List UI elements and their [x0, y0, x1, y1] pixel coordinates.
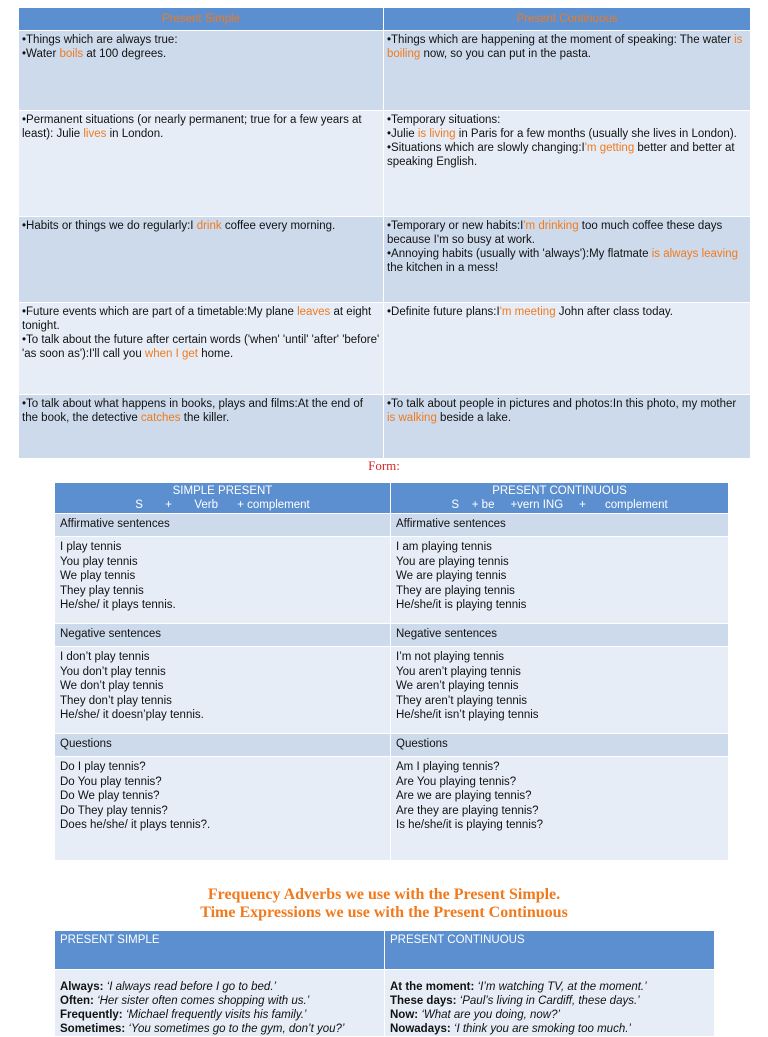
example-sentence: You are playing tennis [396, 555, 509, 568]
highlighted-verb: catches [140, 412, 181, 424]
adverb-entry [60, 1022, 379, 1036]
form-examples [55, 647, 391, 734]
usage-cell [384, 31, 751, 111]
usage-text: in London. [106, 128, 164, 140]
example-sentence: He/she/it isn’t playing tennis [396, 709, 539, 721]
highlighted-verb: 'm meeting [499, 306, 556, 318]
form-examples [391, 757, 729, 861]
example-sentence: They aren’t playing tennis [396, 694, 528, 707]
highlighted-verb: is always leaving [651, 248, 739, 260]
adverb-example: ‘Her sister often comes shopping with us.’ [97, 995, 310, 1007]
example-sentence: They are playing tennis [396, 584, 515, 597]
example-sentence: We play tennis [60, 570, 136, 582]
adverb-term: Frequently: [60, 1009, 126, 1021]
usage-line [22, 305, 380, 333]
adverb-entry [390, 994, 709, 1008]
example-sentence: Do We play tennis? [60, 790, 160, 802]
usage-text: in Paris for a few months (usually she lives in London). [455, 128, 737, 140]
example-sentence: I’m not playing tennis [396, 651, 505, 663]
example-sentence: Are You playing tennis? [396, 775, 517, 788]
adverb-term: At the moment: [390, 981, 478, 993]
usage-text: •Habits or things we do regularly:I [22, 220, 197, 232]
usage-text: •To talk about people in pictures and photos:In this photo, my mother [387, 398, 737, 410]
usage-line [387, 397, 747, 425]
adverb-term: Now: [390, 1009, 422, 1021]
highlighted-verb: when I get [144, 348, 198, 360]
example-sentence: You aren’t playing tennis [396, 665, 521, 678]
adverb-example: ‘I’m watching TV, at the moment.’ [477, 981, 647, 993]
usage-line [22, 333, 380, 361]
section-label: Affirmative sentences [391, 514, 729, 537]
adverbs-header-simple: PRESENT SIMPLE [55, 931, 385, 970]
example-sentence: We are playing tennis [396, 570, 507, 582]
section-label: Questions [55, 734, 391, 757]
usage-header-continuous: Present Continuous [384, 8, 751, 31]
form-examples [391, 537, 729, 624]
example-sentence: He/she/ it doesn’play tennis. [60, 709, 204, 721]
example-sentence: They play tennis [60, 584, 144, 597]
usage-line [22, 47, 380, 61]
example-sentence: We don’t play tennis [60, 680, 164, 692]
usage-line [387, 113, 747, 127]
highlighted-verb: is boiling [387, 34, 743, 60]
usage-line [387, 141, 747, 169]
adverb-term: Often: [60, 995, 98, 1007]
usage-line [22, 33, 380, 47]
adverb-term: These days: [390, 995, 460, 1007]
usage-text: •Temporary or new habits:I [387, 220, 524, 232]
usage-text: better and better at speaking English. [387, 142, 735, 168]
form-table [54, 482, 729, 861]
example-sentence: Is he/she/it is playing tennis? [396, 819, 544, 831]
example-sentence: I am playing tennis [396, 541, 492, 553]
usage-text: •Things which are happening at the moment of speaking: The water [387, 34, 735, 46]
usage-cell [19, 395, 384, 459]
adverb-example: ‘What are you doing, now?’ [421, 1009, 561, 1021]
form-header-simple-formula: S + Verb + complement [135, 499, 310, 511]
usage-line [387, 247, 747, 275]
usage-text: •Julie [387, 128, 418, 140]
example-sentence: Does he/she/ it plays tennis?. [60, 819, 211, 831]
form-header-continuous [391, 483, 729, 514]
form-title: Form: [368, 458, 400, 473]
example-sentence: They don’t play tennis [60, 694, 172, 707]
example-sentence: Do You play tennis? [60, 775, 162, 788]
usage-text: John after class today. [555, 306, 673, 318]
usage-text: •Things which are always true: [22, 34, 178, 46]
adverb-entry [60, 1008, 379, 1022]
usage-text: home. [198, 348, 234, 360]
adverb-example: ‘I always read before I go to bed.’ [106, 981, 277, 993]
highlighted-verb: drink [196, 220, 222, 232]
adverb-term: Always: [60, 981, 107, 993]
form-header-continuous-title: PRESENT CONTINUOUS [492, 485, 627, 497]
highlighted-verb: lives [83, 128, 107, 140]
adverb-example: ‘I think you are smoking too much.’ [453, 1023, 631, 1035]
adverb-entry [60, 980, 379, 994]
example-sentence: You play tennis [60, 555, 138, 568]
example-sentence: He/she/ it plays tennis. [60, 599, 176, 611]
highlighted-verb: 'm drinking [523, 220, 579, 232]
section-label: Questions [391, 734, 729, 757]
form-header-continuous-formula: S + be +vern ING + complement [451, 499, 668, 511]
usage-text: •Water [22, 48, 60, 60]
usage-text: •Situations which are slowly changing:I [387, 142, 585, 154]
usage-cell [19, 31, 384, 111]
example-sentence: He/she/it is playing tennis [396, 599, 527, 611]
usage-line [387, 33, 747, 61]
usage-text: beside a lake. [436, 412, 512, 424]
adverbs-title-line2: Time Expressions we use with the Present Continuous [200, 904, 568, 921]
example-sentence: Are they are playing tennis? [396, 804, 539, 817]
usage-line [22, 397, 380, 425]
usage-cell [19, 217, 384, 303]
adverb-example: ‘Michael frequently visits his family.’ [125, 1009, 307, 1021]
usage-cell [19, 303, 384, 395]
adverb-term: Nowadays: [390, 1023, 454, 1035]
form-header-simple-title: SIMPLE PRESENT [172, 485, 273, 497]
adverb-entry [390, 1022, 709, 1036]
usage-line [22, 113, 380, 141]
example-sentence: Do I play tennis? [60, 761, 146, 773]
usage-text: coffee every morning. [221, 220, 336, 232]
example-sentence: I don’t play tennis [60, 651, 150, 663]
form-examples [55, 537, 391, 624]
section-label: Affirmative sentences [55, 514, 391, 537]
usage-cell [384, 111, 751, 217]
adverb-example: ‘Paul’s living in Cardiff, these days.’ [459, 995, 640, 1007]
form-examples [391, 647, 729, 734]
usage-text: •Permanent situations (or nearly permanent; true for a few years at least): Julie [22, 114, 362, 140]
adverbs-header-continuous: PRESENT CONTINUOUS [385, 931, 715, 970]
usage-table [18, 7, 751, 459]
form-examples [55, 757, 391, 861]
highlighted-verb: 'm getting [584, 142, 635, 154]
usage-text: now, so you can put in the pasta. [420, 48, 591, 60]
section-label: Negative sentences [55, 624, 391, 647]
usage-text: •Temporary situations: [387, 114, 501, 126]
usage-line [387, 305, 747, 319]
example-sentence: I play tennis [60, 541, 122, 553]
adverb-example: ‘You sometimes go to the gym, don’t you?’ [128, 1023, 345, 1035]
usage-text: •To talk about the future after certain words ('when' 'until' 'after' 'before' 'as soon as'):I'll call you [22, 334, 380, 360]
example-sentence: We aren’t playing tennis [396, 680, 519, 692]
example-sentence: Am I playing tennis? [396, 761, 500, 773]
adverb-entry [60, 994, 379, 1008]
usage-line [387, 127, 747, 141]
section-label: Negative sentences [391, 624, 729, 647]
usage-text: at 100 degrees. [83, 48, 167, 60]
highlighted-verb: is living [417, 128, 456, 140]
usage-text: •Future events which are part of a timetable:My plane [22, 306, 298, 318]
usage-line [22, 219, 380, 233]
usage-text: at eight tonight. [22, 306, 372, 332]
usage-cell [384, 303, 751, 395]
example-sentence: Are we are playing tennis? [396, 790, 532, 802]
adverbs-simple-list [55, 970, 385, 1037]
adverbs-title-line1: Frequency Adverbs we use with the Present Simple. [207, 886, 561, 903]
adverbs-continuous-list [385, 970, 715, 1037]
adverbs-table [54, 930, 715, 1037]
usage-text: •To talk about what happens in books, plays and films:At the end of the book, the detective [22, 398, 363, 424]
adverb-entry [390, 980, 709, 994]
example-sentence: Do They play tennis? [60, 804, 168, 817]
adverb-term: Sometimes: [60, 1023, 129, 1035]
usage-text: the kitchen in a mess! [387, 262, 499, 274]
highlighted-verb: leaves [297, 306, 331, 318]
usage-text: too much coffee these days because I'm so busy at work. [387, 220, 723, 246]
usage-text: the killer. [180, 412, 230, 424]
highlighted-verb: boils [59, 48, 84, 60]
usage-cell [384, 395, 751, 459]
adverb-entry [390, 1008, 709, 1022]
highlighted-verb: is walking [387, 412, 437, 424]
usage-text: •Annoying habits (usually with 'always'):My flatmate [387, 248, 652, 260]
usage-cell [384, 217, 751, 303]
usage-header-simple: Present Simple [19, 8, 384, 31]
example-sentence: You don’t play tennis [60, 665, 166, 678]
adverbs-title [0, 886, 768, 922]
form-header-simple [55, 483, 391, 514]
usage-text: •Definite future plans:I [387, 306, 500, 318]
usage-cell [19, 111, 384, 217]
usage-line [387, 219, 747, 247]
